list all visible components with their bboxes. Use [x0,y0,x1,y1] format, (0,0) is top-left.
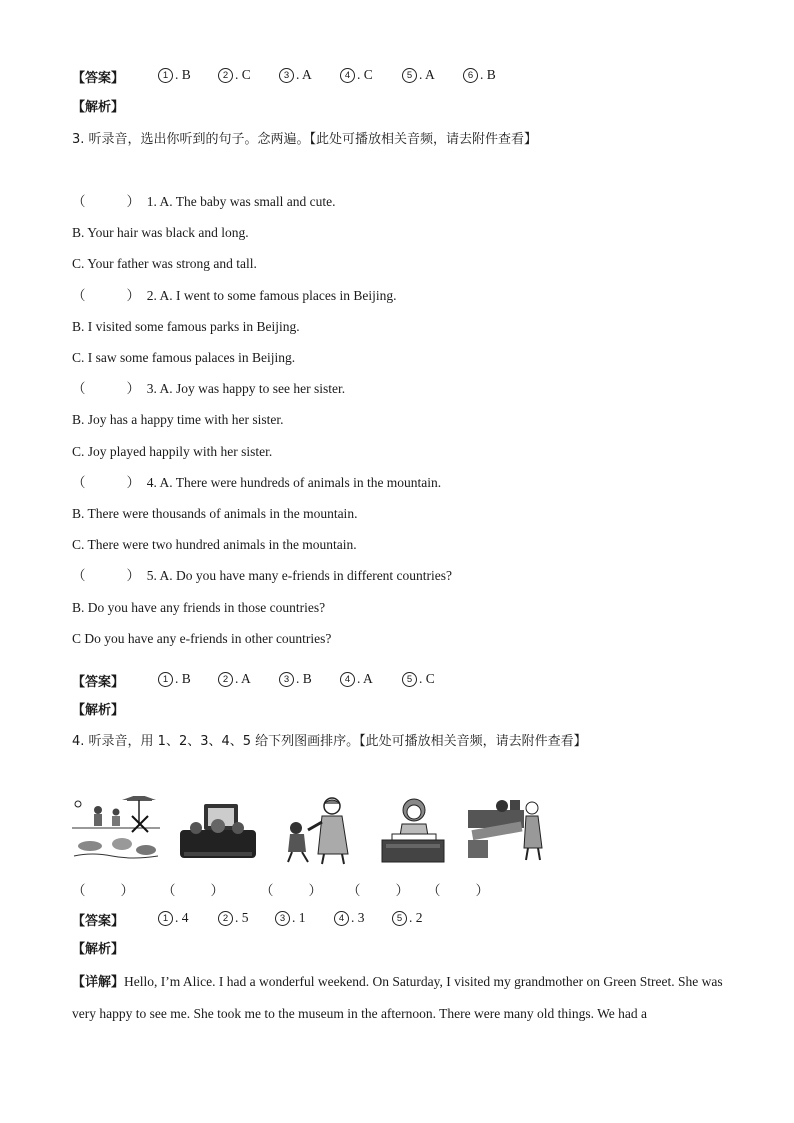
option-text: C. Your father was strong and tall. [72,256,257,271]
option-text: C. There were two hundred animals in the mountain. [72,537,357,552]
option-text: B. Do you have any friends in those countries? [72,600,326,615]
answer-item: 2 . 5 [218,910,249,926]
answer-bracket: （ ） [72,883,134,898]
option-text: 2. A. I went to some famous places in Beijing. [146,288,397,303]
option-text: B. Your hair was black and long. [72,225,249,240]
picture-beach-icon [72,796,160,862]
answer-row-section2 [72,67,532,85]
answer-item: 5 . 2 [392,910,423,926]
option-text: B. I visited some famous parks in Beijing. [72,319,300,334]
picture-museum-icon [466,796,548,862]
analysis-label: 【解析】 [72,703,125,718]
answer-row-q3 [72,671,472,689]
answer-label: 【答案】 [72,71,125,86]
answer-bracket: （ ） [72,475,140,490]
question-item [72,193,335,211]
option-line [72,443,272,461]
answer-item: 3 . A [279,67,312,83]
option-text: B. There were thousands of animals in the mountain. [72,506,358,521]
answer-item: 1 . B [158,67,191,83]
detail-paragraph [72,966,728,1029]
question-4-title: 4. 听录音，用 1、2、3、4、5 给下列图画排序。【此处可播放相关音频，请去附件查看】 [72,734,587,749]
question-item [72,474,441,492]
picture-girl-desk-icon [378,796,448,866]
answer-row-q4 [72,910,472,928]
answer-bracket: （ ） [162,883,224,898]
option-line [72,224,249,242]
answer-item: 2 . A [218,671,251,687]
option-line [72,255,257,273]
answer-item: 2 . C [218,67,251,83]
answer-label: 【答案】 [72,914,125,929]
option-text: 3. A. Joy was happy to see her sister. [146,381,346,396]
option-line [72,318,300,336]
answer-item: 5 . A [402,67,435,83]
option-line [72,349,295,367]
answer-item: 6 . B [463,67,496,83]
answer-item: 3 . 1 [275,910,306,926]
answer-item: 1 . 4 [158,910,189,926]
option-text: C. Joy played happily with her sister. [72,444,273,459]
option-text: 4. A. There were hundreds of animals in the mountain. [146,475,442,490]
question-item [72,287,396,305]
answer-item: 4 . A [340,671,373,687]
option-line [72,599,325,617]
option-text: C. I saw some famous palaces in Beijing. [72,350,296,365]
question-4-pictures [72,796,552,866]
answer-item: 3 . B [279,671,312,687]
answer-item: 5 . C [402,671,435,687]
answer-bracket: （ ） [72,381,140,396]
option-text: B. Joy has a happy time with her sister. [72,412,284,427]
question-4-answer-brackets [72,879,492,897]
question-3-title: 3. 听录音，选出你听到的句子。念两遍。【此处可播放相关音频，请去附件查看】 [72,132,538,147]
answer-bracket: （ ） [72,288,140,303]
answer-label: 【答案】 [72,675,125,690]
picture-tv-family-icon [180,796,256,862]
option-line [72,630,331,648]
answer-bracket: （ ） [260,883,322,898]
answer-bracket: （ ） [347,883,409,898]
analysis-label: 【解析】 [72,942,125,957]
answer-item: 4 . C [340,67,373,83]
answer-item: 1 . B [158,671,191,687]
option-text: C Do you have any e-friends in other countries? [72,631,332,646]
option-text: 5. A. Do you have many e-friends in different countries? [146,568,453,583]
detail-label: 【详解】 [72,975,125,990]
option-line [72,536,357,554]
answer-item: 4 . 3 [334,910,365,926]
analysis-label: 【解析】 [72,100,125,115]
answer-bracket: （ ） [72,568,140,583]
question-item [72,567,452,585]
answer-bracket: （ ） [72,194,140,209]
option-text: 1. A. The baby was small and cute. [146,194,336,209]
option-line [72,505,357,523]
question-item [72,380,345,398]
picture-grandma-girl-icon [278,796,354,866]
option-line [72,411,283,429]
answer-bracket: （ ） [427,883,489,898]
detail-text: Hello, I’m Alice. I had a wonderful weekend. On Saturday, I visited my grandmother on Green Street. She was very happy to see me. She took me to the museum in the afternoon. There were many old things. We had a [72,974,723,1021]
